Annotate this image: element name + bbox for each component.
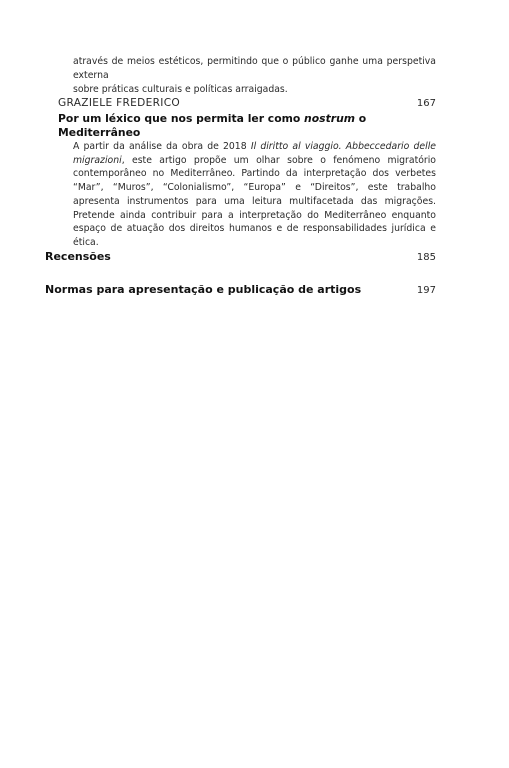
toc-entry-header bbox=[58, 97, 436, 111]
abstract-line: sobre práticas culturais e políticas arraigadas. bbox=[73, 84, 288, 95]
entry-title-start: Por um léxico que nos permita ler como bbox=[58, 112, 305, 125]
abstract-text-2: , este artigo propõe um olhar sobre o fenómeno migratório contemporâneo no Mediterrâneo. Partindo da interpretação dos verbetes “Mar”, “Muros”, “Colonialismo”, “Europa” e “Direitos”, este trabalho apresenta instrumentos para uma leitura multifacetada das migrações. Pretende ainda contribuir para a interpretação do Mediterrâneo enquanto espaço de atuação dos direitos humanos e de responsabilidades jurídica e ética. bbox=[73, 154, 436, 248]
entry-page-number: 167 bbox=[416, 98, 436, 109]
toc-entry bbox=[58, 97, 436, 250]
section-page-number: 185 bbox=[416, 252, 436, 263]
section-label: Normas para apresentação e publicação de artigos bbox=[45, 283, 362, 296]
entry-title[interactable] bbox=[58, 112, 436, 140]
previous-entry-abstract-continuation bbox=[73, 55, 436, 97]
abstract-italic-title: Il diritto al viaggio. Abbeccedario delle migrazioni bbox=[73, 141, 436, 166]
toc-section-submission-guidelines[interactable] bbox=[45, 283, 436, 296]
section-label: Recensões bbox=[45, 250, 111, 263]
abstract-line: através de meios estéticos, permitindo que o público ganhe uma perspetiva externa bbox=[73, 56, 436, 81]
entry-abstract bbox=[73, 140, 436, 250]
entry-title-emphasis: nostrum bbox=[304, 112, 355, 125]
toc-section-reviews[interactable] bbox=[45, 250, 436, 263]
entry-author: GRAZIELE FREDERICO bbox=[58, 97, 181, 109]
entry-title-end: o Mediterrâneo bbox=[58, 112, 367, 139]
section-page-number: 197 bbox=[416, 285, 436, 296]
abstract-text-1: A partir da análise da obra de 2018 bbox=[73, 141, 251, 152]
